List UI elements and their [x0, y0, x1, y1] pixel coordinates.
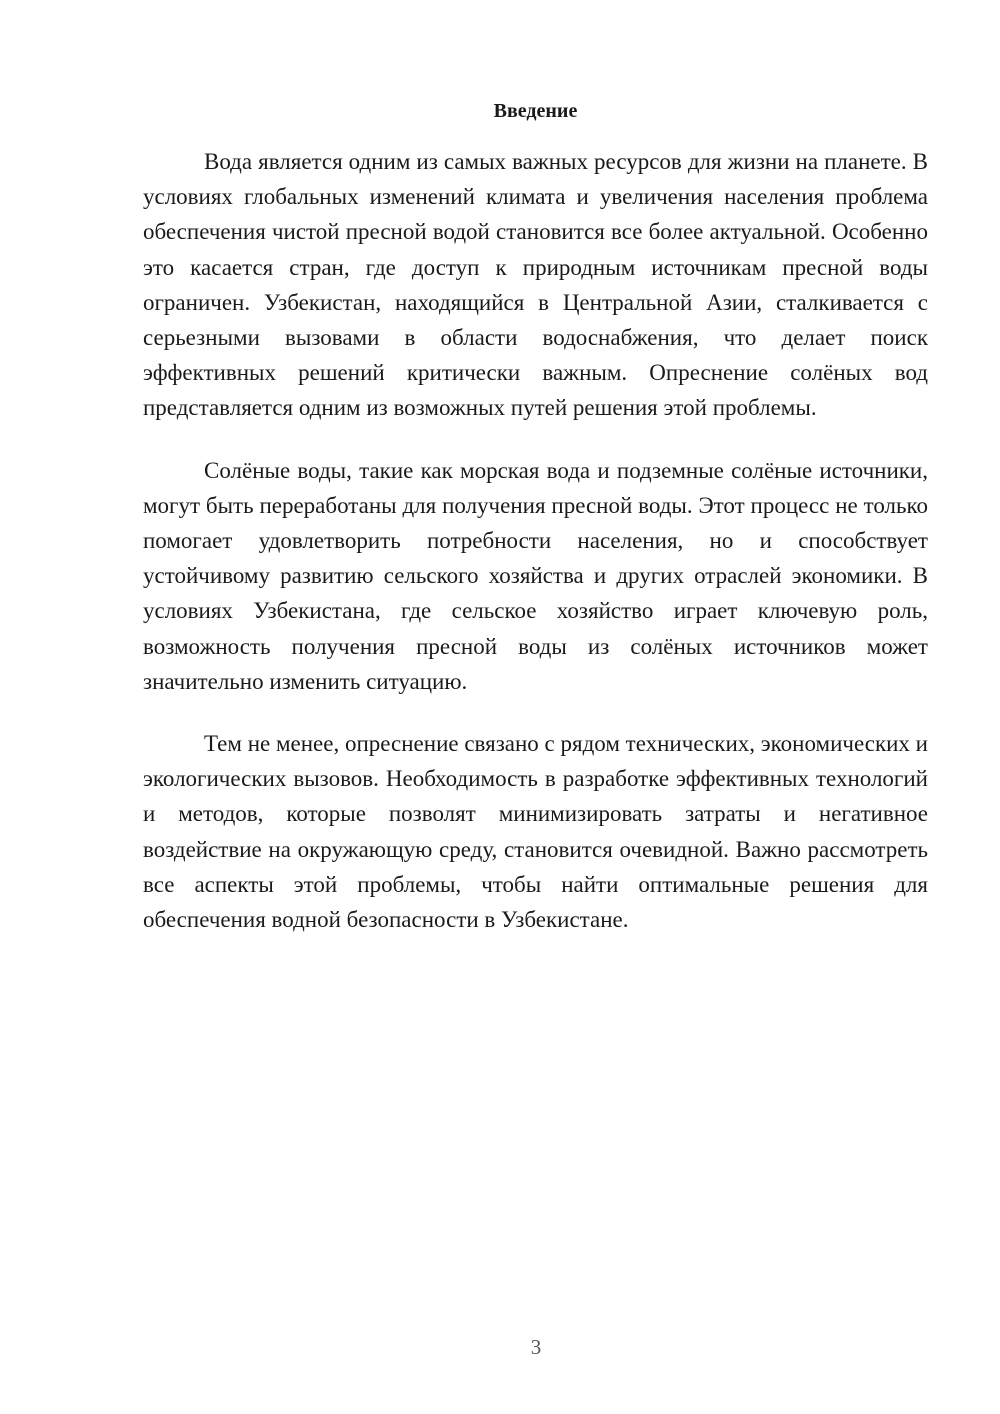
paragraph-1: Вода является одним из самых важных ресурсов для жизни на планете. В условиях глобальных изменений климата и увеличения населения проблема обеспечения чистой пресной водой становится все более актуальной. Особенно это касается стран, где доступ к природным источникам пресной воды ограничен. Узбекистан, находящийся в Центральной Азии, сталкивается с серьезными вызовами в области водоснабжения, что делает поиск эффективных решений критически важным. Опреснение солёных вод представляется одним из возможных путей решения этой проблемы.: [143, 149, 928, 421]
page-number: 3: [530, 1335, 542, 1359]
page-content: [143, 98, 928, 964]
section-title: Введение: [493, 100, 578, 122]
paragraph-3: Тем не менее, опреснение связано с рядом технических, экономических и экологических вызовов. Необходимость в разработке эффективных технологий и методов, которые позволят минимизировать затраты и негативное воздействие на окружающую среду, становится очевидной. Важно рассмотреть все аспекты этой проблемы, чтобы найти оптимальные решения для обеспечения водной безопасности в Узбекистане.: [143, 731, 928, 933]
paragraph-2: Солёные воды, такие как морская вода и подземные солёные источники, могут быть переработаны для получения пресной воды. Этот процесс не только помогает удовлетворить потребности населения, но и способствует устойчивому развитию сельского хозяйства и других отраслей экономики. В условиях Узбекистана, где сельское хозяйство играет ключевую роль, возможность получения пресной воды из солёных источников может значительно изменить ситуацию.: [143, 457, 928, 694]
